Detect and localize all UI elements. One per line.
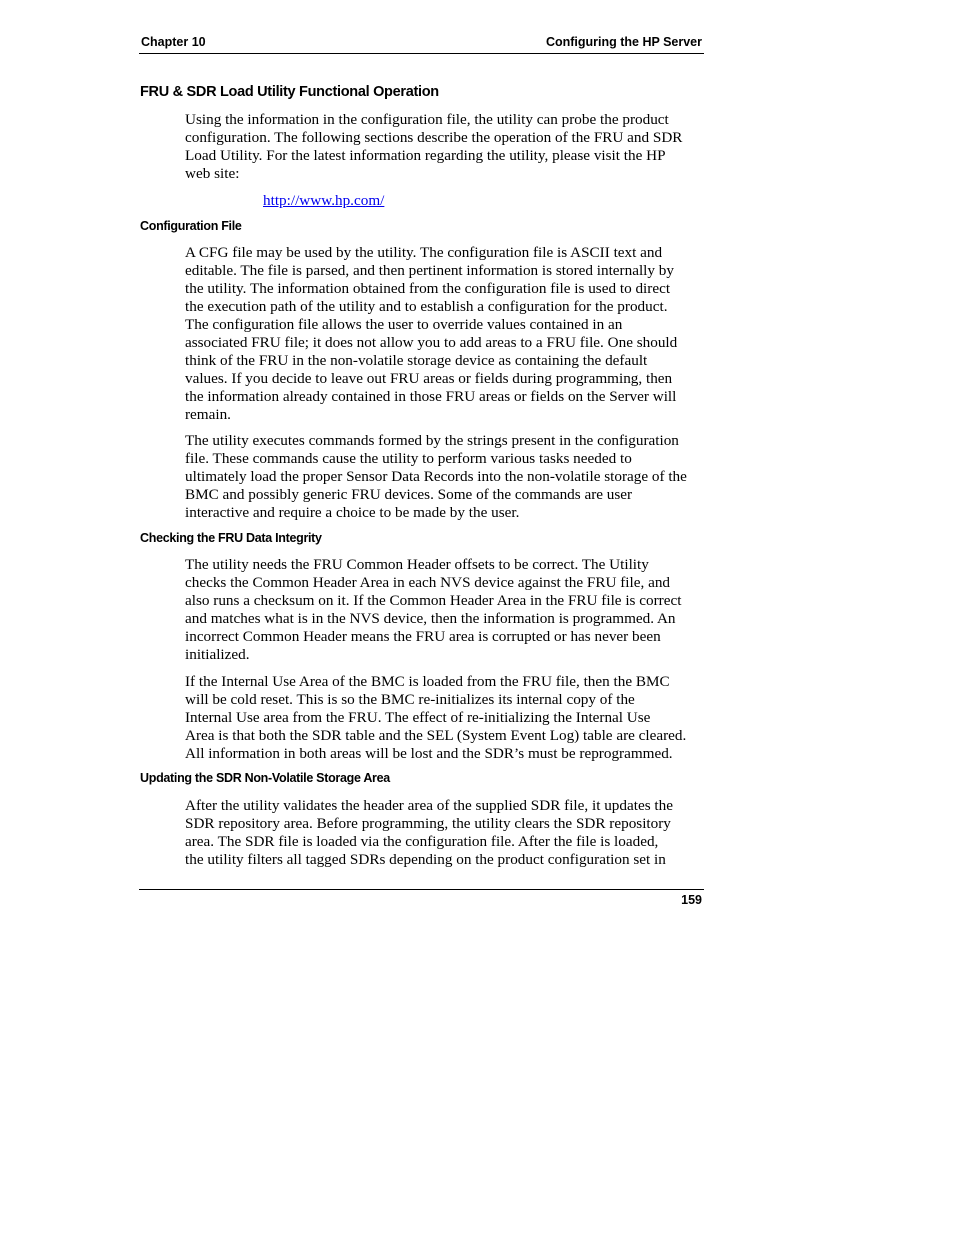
text-line: If the Internal Use Area of the BMC is loaded from the FRU file, then the BMC — [185, 673, 670, 690]
integrity-paragraph-1 — [185, 556, 705, 664]
subheading-updating-sdr: Updating the SDR Non-Volatile Storage Area — [140, 771, 390, 785]
text-line: values. If you decide to leave out FRU areas or fields during programming, then — [185, 370, 673, 387]
running-footer — [139, 889, 704, 912]
text-line: remain. — [185, 406, 231, 423]
text-line: BMC and possibly generic FRU devices. Some of the commands are user — [185, 486, 633, 503]
config-file-paragraph-1 — [185, 244, 705, 424]
chapter-label: Chapter 10 — [141, 35, 206, 49]
text-line: All information in both areas will be lost and the SDR’s must be reprogrammed. — [185, 745, 673, 762]
text-line: file. These commands cause the utility to perform various tasks needed to — [185, 450, 632, 467]
text-line: initialized. — [185, 646, 250, 663]
text-line: interactive and require a choice to be made by the user. — [185, 504, 520, 521]
page-number: 159 — [681, 893, 702, 907]
text-line: will be cold reset. This is so the BMC re-initializes its internal copy of the — [185, 691, 635, 708]
text-line: editable. The file is parsed, and then pertinent information is stored internally by — [185, 262, 674, 279]
intro-paragraph — [185, 111, 705, 183]
text-line: The utility executes commands formed by the strings present in the configuration — [185, 432, 679, 449]
hp-website-link[interactable]: http://www.hp.com/ — [263, 192, 385, 209]
text-line: The utility needs the FRU Common Header offsets to be correct. The Utility — [185, 556, 649, 573]
config-file-paragraph-2 — [185, 432, 705, 522]
text-line: associated FRU file; it does not allow you to add areas to a FRU file. One should — [185, 334, 678, 351]
text-line: The configuration file allows the user to override values contained in an — [185, 316, 623, 333]
text-line: web site: — [185, 165, 240, 182]
text-line: configuration. The following sections describe the operation of the FRU and SDR — [185, 129, 683, 146]
text-line: ultimately load the proper Sensor Data Records into the non-volatile storage of the — [185, 468, 687, 485]
text-line: A CFG file may be used by the utility. The configuration file is ASCII text and — [185, 244, 663, 261]
text-line: the utility. The information obtained from the configuration file is used to direct — [185, 280, 671, 297]
text-line: also runs a checksum on it. If the Common Header Area in the FRU file is correct — [185, 592, 682, 609]
text-line: SDR repository area. Before programming, the utility clears the SDR repository — [185, 815, 671, 832]
text-line: Internal Use area from the FRU. The effect of re-initializing the Internal Use — [185, 709, 651, 726]
text-line: the information already contained in those FRU areas or fields on the Server will — [185, 388, 677, 405]
subheading-checking-fru-integrity: Checking the FRU Data Integrity — [140, 531, 322, 545]
text-line: Load Utility. For the latest information regarding the utility, please visit the HP — [185, 147, 666, 164]
text-line: After the utility validates the header area of the supplied SDR file, it updates the — [185, 797, 673, 814]
text-line: and matches what is in the NVS device, then the information is programmed. An — [185, 610, 676, 627]
text-line: think of the FRU in the non-volatile storage device as containing the default — [185, 352, 648, 369]
subheading-configuration-file: Configuration File — [140, 219, 242, 233]
section-heading-fru-sdr: FRU & SDR Load Utility Functional Operation — [140, 84, 439, 100]
text-line: Using the information in the configuration file, the utility can probe the product — [185, 111, 669, 128]
text-line: area. The SDR file is loaded via the configuration file. After the file is loaded, — [185, 833, 659, 850]
running-header — [139, 33, 704, 54]
integrity-paragraph-2 — [185, 673, 705, 763]
text-line: the execution path of the utility and to establish a configuration for the product. — [185, 298, 668, 315]
text-line: Area is that both the SDR table and the SEL (System Event Log) table are cleared. — [185, 727, 687, 744]
sdr-paragraph-1 — [185, 797, 705, 869]
text-line: checks the Common Header Area in each NVS device against the FRU file, and — [185, 574, 671, 591]
text-line: the utility filters all tagged SDRs depending on the product configuration set in — [185, 851, 666, 868]
text-line: incorrect Common Header means the FRU area is corrupted or has never been — [185, 628, 661, 645]
chapter-title: Configuring the HP Server — [545, 35, 702, 49]
